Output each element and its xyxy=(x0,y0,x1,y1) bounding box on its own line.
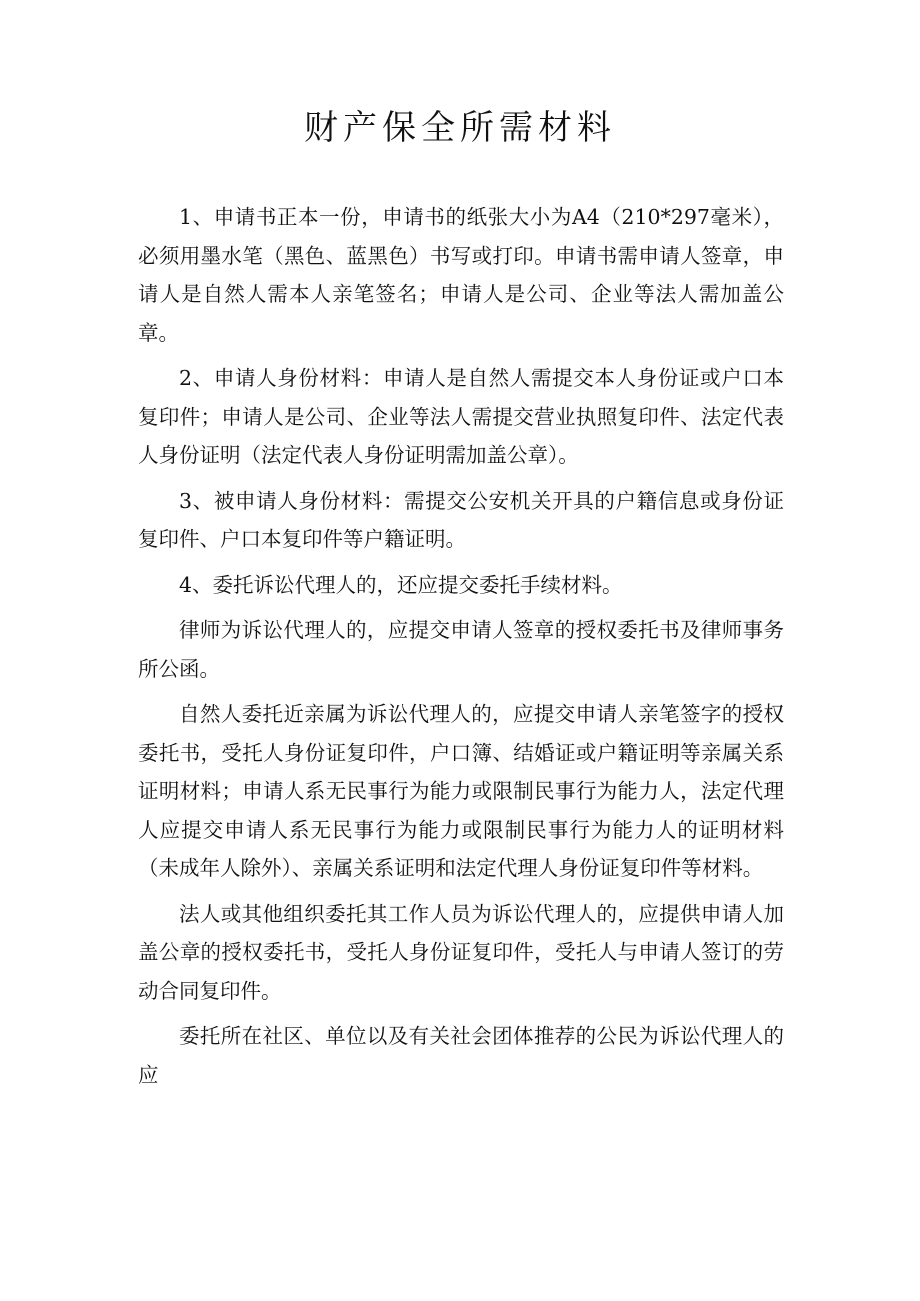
document-title: 财产保全所需材料 xyxy=(304,108,616,148)
paragraph-applicant-identity: 2、申请人身份材料：申请人是自然人需提交本人身份证或户口本复印件；申请人是公司、企业等法人需提交营业执照复印件、法定代表人身份证明（法定代表人身份证明需加盖公章）。 xyxy=(138,366,784,467)
paragraph-lawyer-agent: 律师为诉讼代理人的，应提交申请人签章的授权委托书及律师事务所公函。 xyxy=(138,618,784,681)
paragraph-agent-materials: 4、委托诉讼代理人的，还应提交委托手续材料。 xyxy=(179,572,623,597)
paragraph-relative-agent: 自然人委托近亲属为诉讼代理人的，应提交申请人亲笔签字的授权委托书，受托人身份证复印件，户口簿、结婚证或户籍证明等亲属关系证明材料；申请人系无民事行为能力或限制民事行为能力人，法定代理人应提交申请人系无民事行为能力或限制民事行为能力人的证明材料（未成年人除外）、亲属关系证明和法定代理人身份证复印件等材料。 xyxy=(138,702,784,880)
document-body xyxy=(138,198,784,1094)
paragraph-staff-agent: 法人或其他组织委托其工作人员为诉讼代理人的，应提供申请人加盖公章的授权委托书，受托人身份证复印件，受托人与申请人签订的劳动合同复印件。 xyxy=(138,901,784,1003)
paragraph-application-form: 1、申请书正本一份，申请书的纸张大小为A4（210*297毫米），必须用墨水笔（黑色、蓝黑色）书写或打印。申请书需申请人签章，申请人是自然人需本人亲笔签名；申请人是公司、企业等法人需加盖公章。 xyxy=(138,205,784,345)
paragraph-community-agent: 委托所在社区、单位以及有关社会团体推荐的公民为诉讼代理人的应 xyxy=(138,1024,784,1087)
paragraph-respondent-identity: 3、被申请人身份材料：需提交公安机关开具的户籍信息或身份证复印件、户口本复印件等户籍证明。 xyxy=(138,488,784,551)
